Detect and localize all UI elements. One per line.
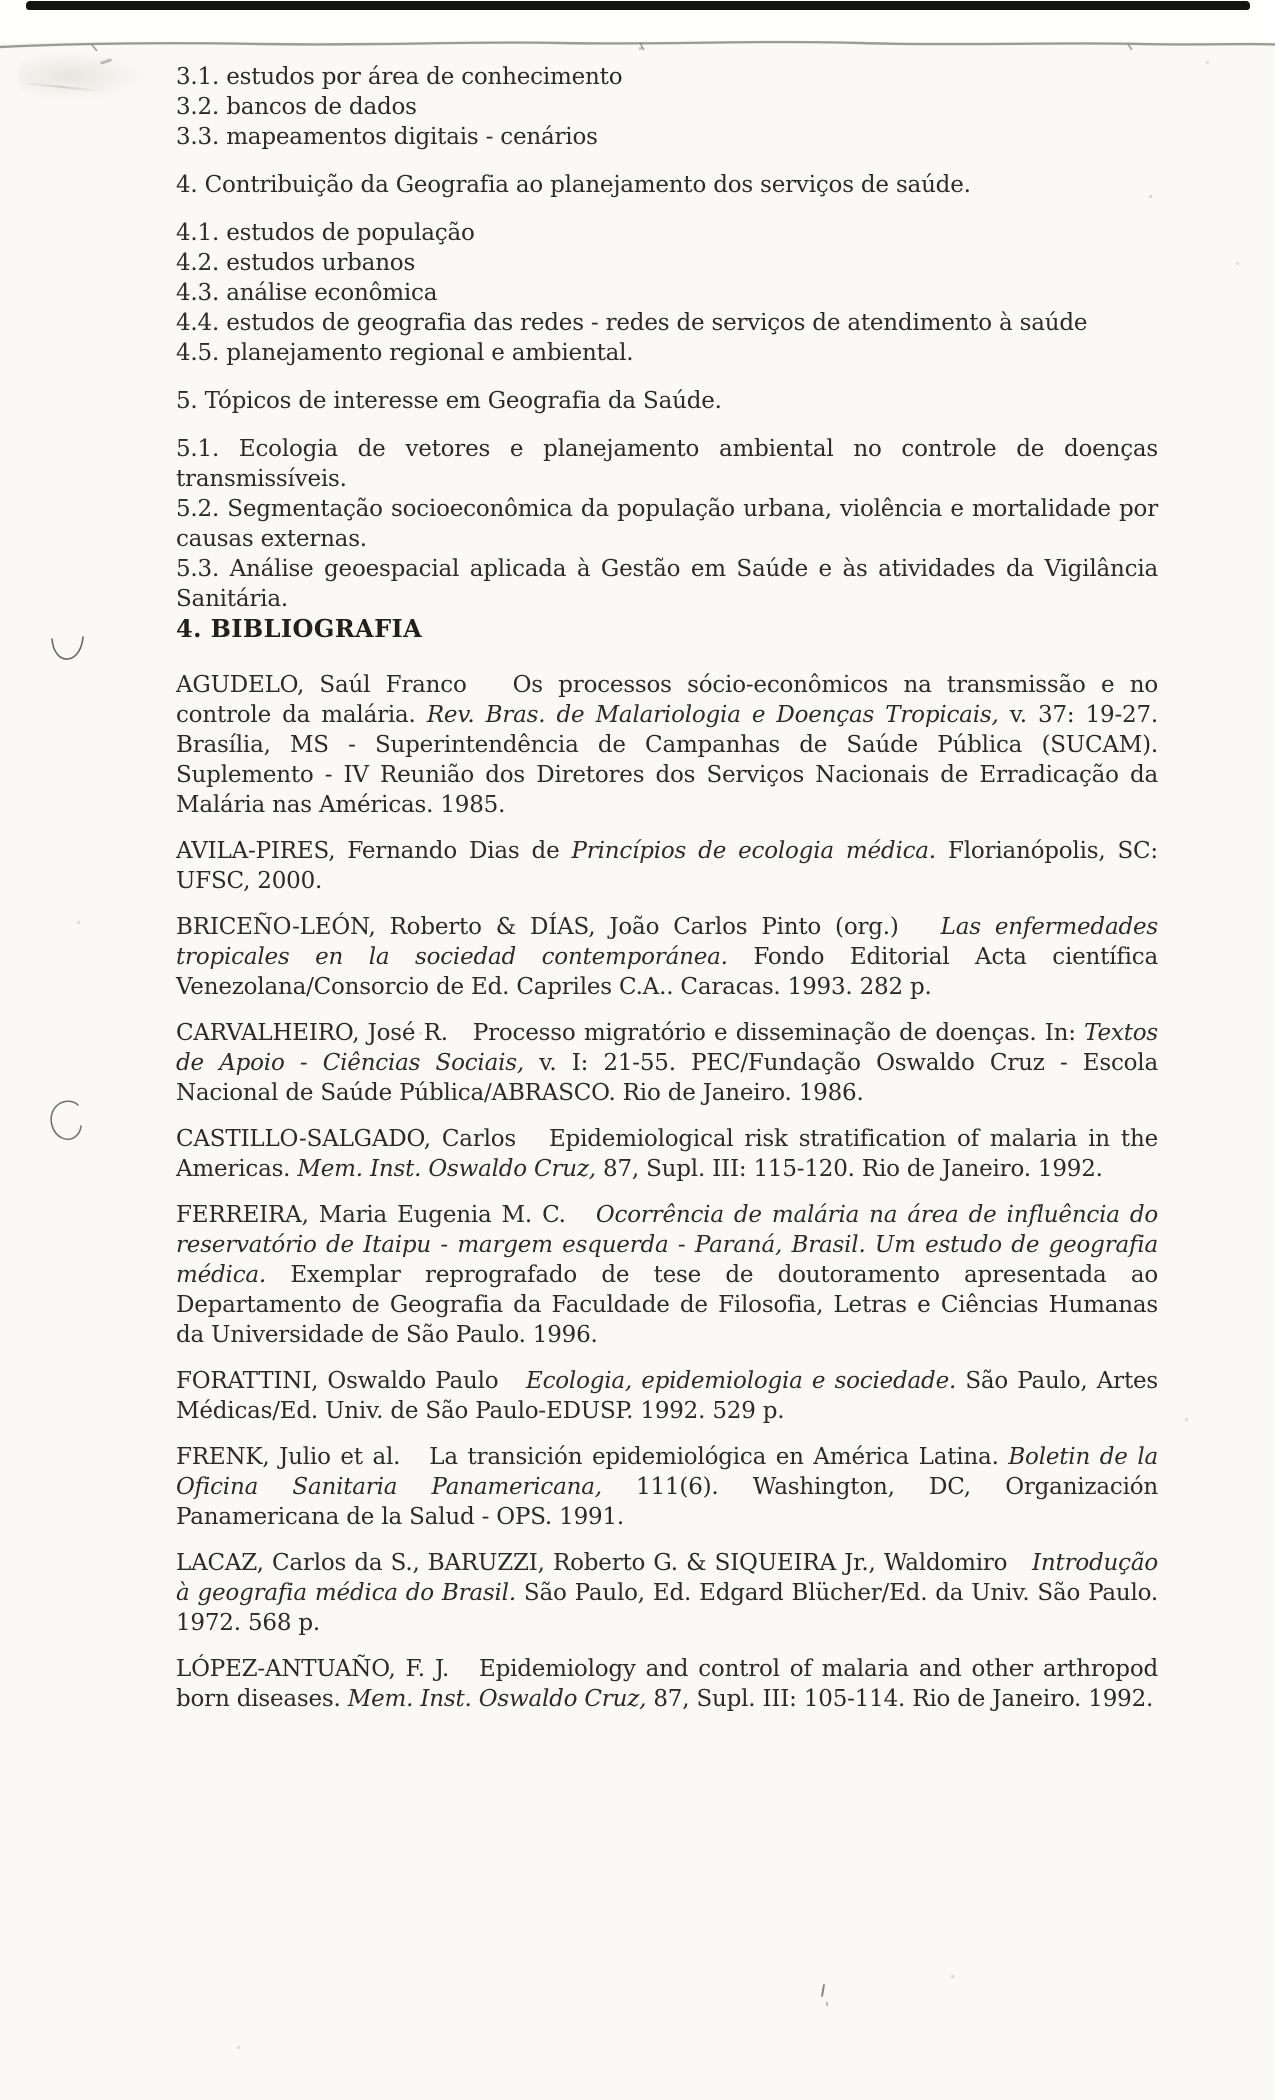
reference-text: CASTILLO-SALGADO, Carlos Epidemiological risk stratification of malaria in the Americas. bbox=[176, 1126, 1158, 1182]
pen-mark-circle bbox=[46, 1098, 88, 1144]
reference-text: BRICEÑO-LEÓN, Roberto & DÍAS, João Carlos Pinto (org.) bbox=[176, 914, 941, 940]
reference-entry bbox=[176, 1200, 1158, 1350]
bibliography-heading: 4. BIBLIOGRAFIA bbox=[176, 614, 423, 643]
reference-list bbox=[176, 670, 1158, 1714]
topic-item: 5.3. Análise geoespacial aplicada à Gestão em Saúde e às atividades da Vigilância Sanitária. bbox=[176, 556, 1158, 612]
outline-item: 4.5. planejamento regional e ambiental. bbox=[176, 340, 634, 366]
reference-text: FERREIRA, Maria Eugenia M. C. bbox=[176, 1202, 596, 1228]
reference-title-italic: Ocorrência de malária na área de influência do reservatório de Itaipu - margem esquerda - Paraná, Brasil. Um estudo de geografia médica. bbox=[176, 1202, 1158, 1288]
reference-text: FRENK, Julio et al. La transición epidemiológica en América Latina. bbox=[176, 1444, 1009, 1470]
pen-mark-arc bbox=[50, 634, 86, 664]
paper-speckles bbox=[0, 0, 1, 1]
reference-text: v. 37: 19-27. Brasília, MS - Superintendência de Campanhas de Saúde Pública (SUCAM). Suplemento - IV Reunião dos Diretores dos Serviços Nacionais de Erradicação da Malária nas Américas. 1985. bbox=[176, 702, 1158, 818]
outline-item: 4.2. estudos urbanos bbox=[176, 250, 416, 276]
reference-title-italic: Introdução à geografia médica do Brasil. bbox=[176, 1550, 1158, 1606]
reference-text: 87, Supl. III: 105-114. Rio de Janeiro. 1992. bbox=[646, 1686, 1154, 1712]
reference-title-italic: Mem. Inst. Oswaldo Cruz, bbox=[297, 1156, 596, 1182]
outline-item: 4.4. estudos de geografia das redes - redes de serviços de atendimento à saúde bbox=[176, 310, 1088, 336]
reference-text: LACAZ, Carlos da S., BARUZZI, Roberto G. & SIQUEIRA Jr., Waldomiro bbox=[176, 1550, 1033, 1576]
outline-item: 3.1. estudos por área de conhecimento bbox=[176, 64, 623, 90]
reference-text: AVILA-PIRES, Fernando Dias de bbox=[176, 838, 572, 864]
reference-title-italic: Mem. Inst. Oswaldo Cruz, bbox=[347, 1686, 647, 1712]
outline-item: 3.3. mapeamentos digitais - cenários bbox=[176, 124, 598, 150]
outline-item: 4.1. estudos de população bbox=[176, 220, 475, 246]
reference-title-italic: Princípios de ecologia médica. bbox=[571, 838, 936, 864]
reference-entry bbox=[176, 912, 1158, 1002]
reference-text: Florianópolis, SC: UFSC, 2000. bbox=[176, 838, 1158, 894]
reference-text: Fondo Editorial Acta científica Venezolana/Consorcio de Ed. Capriles C.A.. Caracas. 1993. 282 p. bbox=[176, 944, 1158, 1000]
reference-entry bbox=[176, 1442, 1158, 1532]
reference-text: São Paulo, Artes Médicas/Ed. Univ. de São Paulo-EDUSP. 1992. 529 p. bbox=[176, 1368, 1159, 1424]
reference-entry bbox=[176, 1366, 1158, 1426]
reference-text: Exemplar reprografado de tese de doutoramento apresentada ao Departamento de Geografia da Faculdade de Filosofia, Letras e Ciências Humanas da Universidade de São Paulo. 1996. bbox=[176, 1262, 1158, 1348]
reference-entry bbox=[176, 670, 1158, 820]
reference-entry bbox=[176, 1548, 1158, 1638]
outline-item: 4.3. análise econômica bbox=[176, 280, 438, 306]
outline-item: 3.2. bancos de dados bbox=[176, 94, 417, 120]
reference-title-italic: Textos de Apoio - Ciências Sociais, bbox=[176, 1020, 1158, 1076]
reference-title-italic: Las enfermedades tropicales en la sociedad contemporánea. bbox=[176, 914, 1158, 970]
topic-item: 5.1. Ecologia de vetores e planejamento ambiental no controle de doenças transmissíveis. bbox=[176, 436, 1158, 492]
outline-section-4 bbox=[176, 218, 1158, 368]
reference-text: AGUDELO, Saúl Franco Os processos sócio-econômicos na transmissão e no controle da malária. bbox=[176, 672, 1158, 728]
page-edge-shadow bbox=[0, 0, 1275, 60]
topic-item: 5.2. Segmentação socioeconômica da população urbana, violência e mortalidade por causas externas. bbox=[176, 496, 1158, 552]
section-4-heading: 4. Contribuição da Geografia ao planejamento dos serviços de saúde. bbox=[176, 172, 971, 198]
reference-title-italic: Rev. Bras. de Malariologia e Doenças Tropicais, bbox=[426, 702, 999, 728]
section-5-heading: 5. Tópicos de interesse em Geografia da Saúde. bbox=[176, 388, 722, 414]
reference-entry bbox=[176, 836, 1158, 896]
reference-text: 87, Supl. III: 115-120. Rio de Janeiro. 1992. bbox=[595, 1156, 1103, 1182]
outline-section-3 bbox=[176, 62, 1158, 152]
reference-text: v. I: 21-55. PEC/Fundação Oswaldo Cruz - Escola Nacional de Saúde Pública/ABRASCO. Rio de Janeiro. 1986. bbox=[176, 1050, 1158, 1106]
reference-text: 111(6). Washington, DC, Organización Panamericana de la Salud - OPS. 1991. bbox=[176, 1474, 1158, 1530]
reference-text: LÓPEZ-ANTUAÑO, F. J. Epidemiology and control of malaria and other arthropod born diseases. bbox=[176, 1656, 1158, 1712]
reference-title-italic: Boletin de la Oficina Sanitaria Panamericana, bbox=[176, 1444, 1158, 1500]
reference-text: São Paulo, Ed. Edgard Blücher/Ed. da Univ. São Paulo. 1972. 568 p. bbox=[176, 1580, 1158, 1636]
reference-title-italic: Ecologia, epidemiologia e sociedade. bbox=[526, 1368, 957, 1394]
smudge-mark bbox=[18, 52, 148, 100]
topics-section-5 bbox=[176, 434, 1158, 614]
reference-entry bbox=[176, 1018, 1158, 1108]
reference-entry bbox=[176, 1654, 1158, 1714]
reference-entry bbox=[176, 1124, 1158, 1184]
document-content bbox=[176, 62, 1158, 1714]
reference-text: CARVALHEIRO, José R. Processo migratório e disseminação de doenças. In: bbox=[176, 1020, 1085, 1046]
reference-text: FORATTINI, Oswaldo Paulo bbox=[176, 1368, 527, 1394]
ink-fleck bbox=[821, 1984, 825, 1997]
ink-fleck-small bbox=[826, 2002, 829, 2006]
